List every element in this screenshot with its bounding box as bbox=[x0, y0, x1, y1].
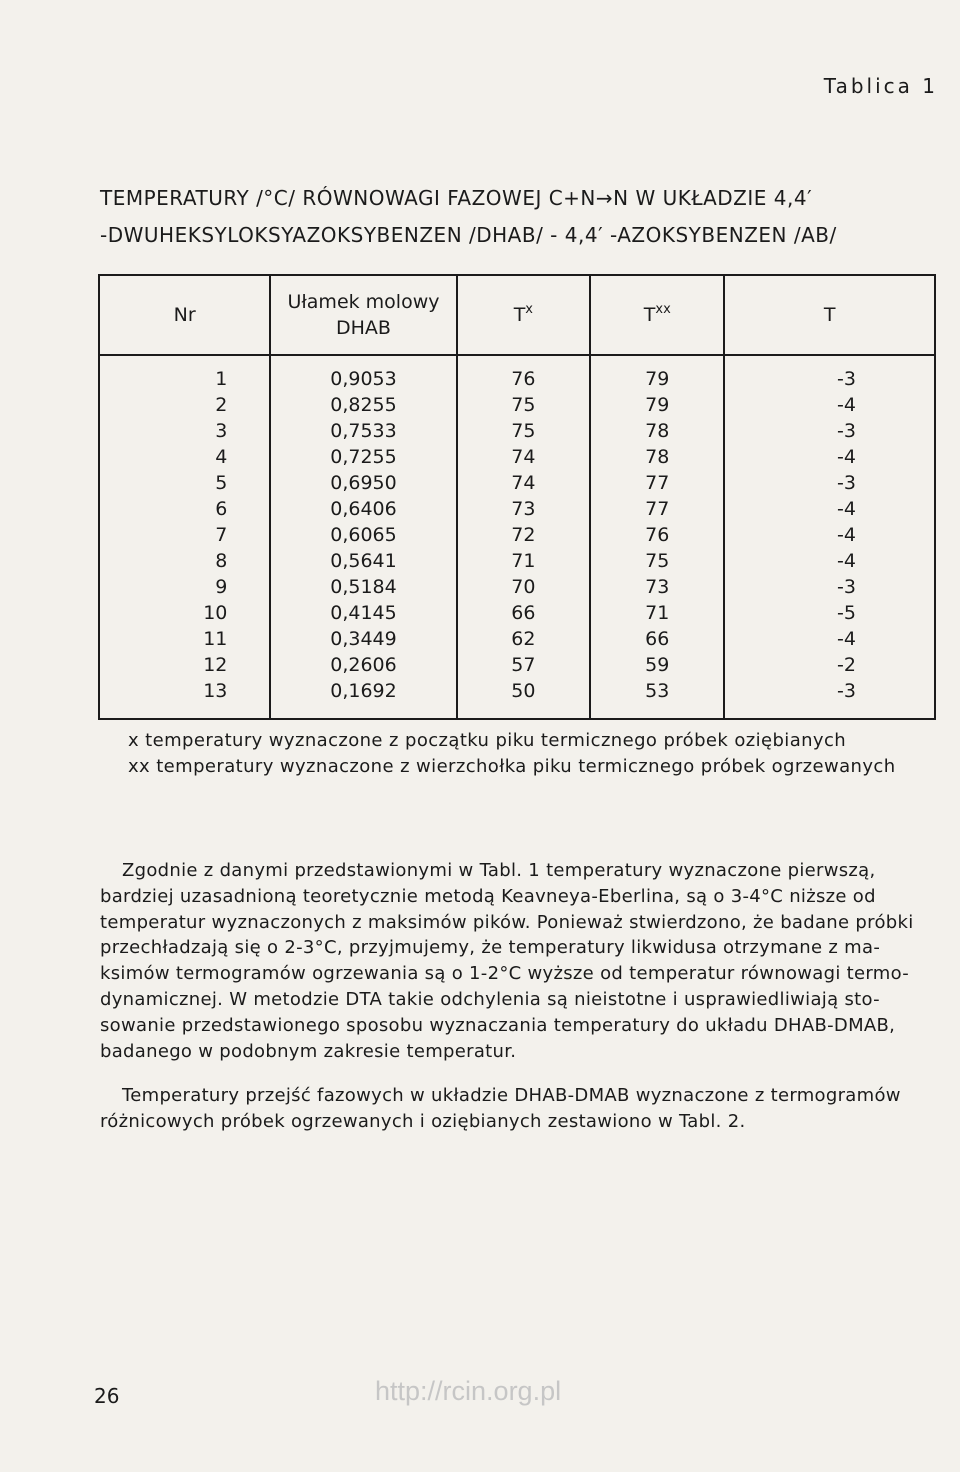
paragraph-line: temperatur wyznaczonych z maksimów pików. Ponieważ stwierdzono, że badane próbki bbox=[100, 911, 914, 933]
paragraph-line: dynamicznej. W metodzie DTA takie odchylenia są nieistotne i usprawiedliwiają sto- bbox=[100, 988, 880, 1010]
header-nr: Nr bbox=[99, 275, 270, 355]
cell-tx: 76 bbox=[457, 355, 590, 392]
table-row bbox=[99, 418, 935, 444]
cell-tx: 50 bbox=[457, 678, 590, 719]
paragraph-1 bbox=[100, 858, 930, 1064]
paragraph-line: badanego w podobnym zakresie temperatur. bbox=[100, 1040, 517, 1062]
cell-txx: 77 bbox=[590, 470, 724, 496]
paragraph-line: ksimów termogramów ogrzewania są o 1-2°C wyższe od temperatur równowagi termo- bbox=[100, 963, 910, 985]
cell-t: -3 bbox=[724, 470, 935, 496]
paragraph-line: przechładzają się o 2-3°C, przyjmujemy, że temperatury likwidusa otrzymane z ma- bbox=[100, 937, 881, 959]
page-number: 26 bbox=[94, 1384, 120, 1408]
cell-fraction: 0,4145 bbox=[270, 600, 456, 626]
cell-txx: 78 bbox=[590, 418, 724, 444]
cell-nr: 11 bbox=[99, 626, 270, 652]
cell-txx: 66 bbox=[590, 626, 724, 652]
cell-tx: 72 bbox=[457, 522, 590, 548]
cell-nr: 7 bbox=[99, 522, 270, 548]
cell-fraction: 0,1692 bbox=[270, 678, 456, 719]
header-txx bbox=[590, 275, 724, 355]
cell-tx: 75 bbox=[457, 418, 590, 444]
cell-tx: 70 bbox=[457, 574, 590, 600]
table-row bbox=[99, 522, 935, 548]
cell-fraction: 0,9053 bbox=[270, 355, 456, 392]
cell-tx: 62 bbox=[457, 626, 590, 652]
table-row bbox=[99, 600, 935, 626]
cell-t: -3 bbox=[724, 418, 935, 444]
cell-t: -3 bbox=[724, 574, 935, 600]
header-txx-base: T bbox=[643, 304, 656, 326]
cell-nr: 2 bbox=[99, 392, 270, 418]
footnote-x: x temperatury wyznaczone z początku piku termicznego próbek oziębianych bbox=[128, 730, 847, 751]
cell-nr: 5 bbox=[99, 470, 270, 496]
cell-fraction: 0,6950 bbox=[270, 470, 456, 496]
cell-nr: 13 bbox=[99, 678, 270, 719]
paragraph-line: bardziej uzasadnioną teoretycznie metodą Keavneya-Eberlina, są o 3-4°C niższe od bbox=[100, 885, 876, 907]
cell-txx: 79 bbox=[590, 355, 724, 392]
cell-t: -4 bbox=[724, 392, 935, 418]
table-title bbox=[100, 180, 930, 254]
table-row bbox=[99, 678, 935, 719]
cell-txx: 71 bbox=[590, 600, 724, 626]
cell-t: -4 bbox=[724, 444, 935, 470]
cell-nr: 8 bbox=[99, 548, 270, 574]
cell-fraction: 0,7533 bbox=[270, 418, 456, 444]
table-row bbox=[99, 496, 935, 522]
title-line-1: TEMPERATURY /°C/ RÓWNOWAGI FAZOWEJ C+N→N W UKŁADZIE 4,4′ bbox=[100, 186, 813, 210]
paragraph-line: Temperatury przejść fazowych w układzie DHAB-DMAB wyznaczone z termogramów bbox=[122, 1085, 901, 1106]
paragraph-line: sowanie przedstawionego sposobu wyznaczania temperatury do układu DHAB-DMAB, bbox=[100, 1014, 896, 1036]
watermark: http://rcin.org.pl bbox=[375, 1376, 562, 1406]
cell-t: -4 bbox=[724, 522, 935, 548]
table-row bbox=[99, 355, 935, 392]
cell-t: -4 bbox=[724, 496, 935, 522]
cell-tx: 57 bbox=[457, 652, 590, 678]
cell-t: -3 bbox=[724, 678, 935, 719]
cell-txx: 77 bbox=[590, 496, 724, 522]
cell-nr: 6 bbox=[99, 496, 270, 522]
cell-fraction: 0,6406 bbox=[270, 496, 456, 522]
table-row bbox=[99, 392, 935, 418]
table-row bbox=[99, 548, 935, 574]
header-tx-base: T bbox=[513, 304, 526, 326]
cell-tx: 71 bbox=[457, 548, 590, 574]
cell-fraction: 0,8255 bbox=[270, 392, 456, 418]
cell-txx: 76 bbox=[590, 522, 724, 548]
cell-fraction: 0,5184 bbox=[270, 574, 456, 600]
title-line-2: -DWUHEKSYLOKSYAZOKSYBENZEN /DHAB/ - 4,4′ -AZOKSYBENZEN /AB/ bbox=[100, 223, 837, 247]
header-t: T bbox=[724, 275, 935, 355]
table-row bbox=[99, 444, 935, 470]
table-row bbox=[99, 574, 935, 600]
cell-t: -4 bbox=[724, 548, 935, 574]
header-tx bbox=[457, 275, 590, 355]
cell-txx: 73 bbox=[590, 574, 724, 600]
cell-nr: 10 bbox=[99, 600, 270, 626]
cell-tx: 73 bbox=[457, 496, 590, 522]
cell-txx: 79 bbox=[590, 392, 724, 418]
paragraph-line: Zgodnie z danymi przedstawionymi w Tabl. 1 temperatury wyznaczone pierwszą, bbox=[122, 860, 876, 881]
header-fraction-line-1: Ułamek molowy bbox=[287, 291, 440, 313]
table-row bbox=[99, 470, 935, 496]
paragraph-line: różnicowych próbek ogrzewanych i oziębianych zestawiono w Tabl. 2. bbox=[100, 1110, 746, 1132]
header-fraction-line-2: DHAB bbox=[336, 317, 391, 339]
cell-t: -5 bbox=[724, 600, 935, 626]
cell-fraction: 0,7255 bbox=[270, 444, 456, 470]
cell-txx: 59 bbox=[590, 652, 724, 678]
table-label: Tablica 1 bbox=[823, 74, 938, 98]
cell-nr: 12 bbox=[99, 652, 270, 678]
cell-nr: 4 bbox=[99, 444, 270, 470]
cell-txx: 75 bbox=[590, 548, 724, 574]
cell-fraction: 0,2606 bbox=[270, 652, 456, 678]
header-tx-sup: x bbox=[525, 302, 533, 317]
cell-nr: 3 bbox=[99, 418, 270, 444]
data-table bbox=[98, 274, 936, 720]
header-txx-sup: xx bbox=[655, 302, 671, 317]
cell-txx: 78 bbox=[590, 444, 724, 470]
cell-txx: 53 bbox=[590, 678, 724, 719]
cell-t: -2 bbox=[724, 652, 935, 678]
cell-tx: 74 bbox=[457, 444, 590, 470]
footnote-xx: xx temperatury wyznaczone z wierzchołka piku termicznego próbek ogrzewanych bbox=[128, 756, 896, 777]
table-row bbox=[99, 626, 935, 652]
cell-fraction: 0,5641 bbox=[270, 548, 456, 574]
cell-t: -4 bbox=[724, 626, 935, 652]
header-fraction bbox=[270, 275, 456, 355]
paragraph-2 bbox=[100, 1083, 930, 1135]
cell-nr: 1 bbox=[99, 355, 270, 392]
table-row bbox=[99, 652, 935, 678]
table-header-row bbox=[99, 275, 935, 355]
table-body bbox=[99, 355, 935, 719]
cell-tx: 75 bbox=[457, 392, 590, 418]
cell-nr: 9 bbox=[99, 574, 270, 600]
cell-t: -3 bbox=[724, 355, 935, 392]
cell-tx: 66 bbox=[457, 600, 590, 626]
cell-tx: 74 bbox=[457, 470, 590, 496]
cell-fraction: 0,3449 bbox=[270, 626, 456, 652]
table-footnotes bbox=[128, 728, 896, 780]
cell-fraction: 0,6065 bbox=[270, 522, 456, 548]
